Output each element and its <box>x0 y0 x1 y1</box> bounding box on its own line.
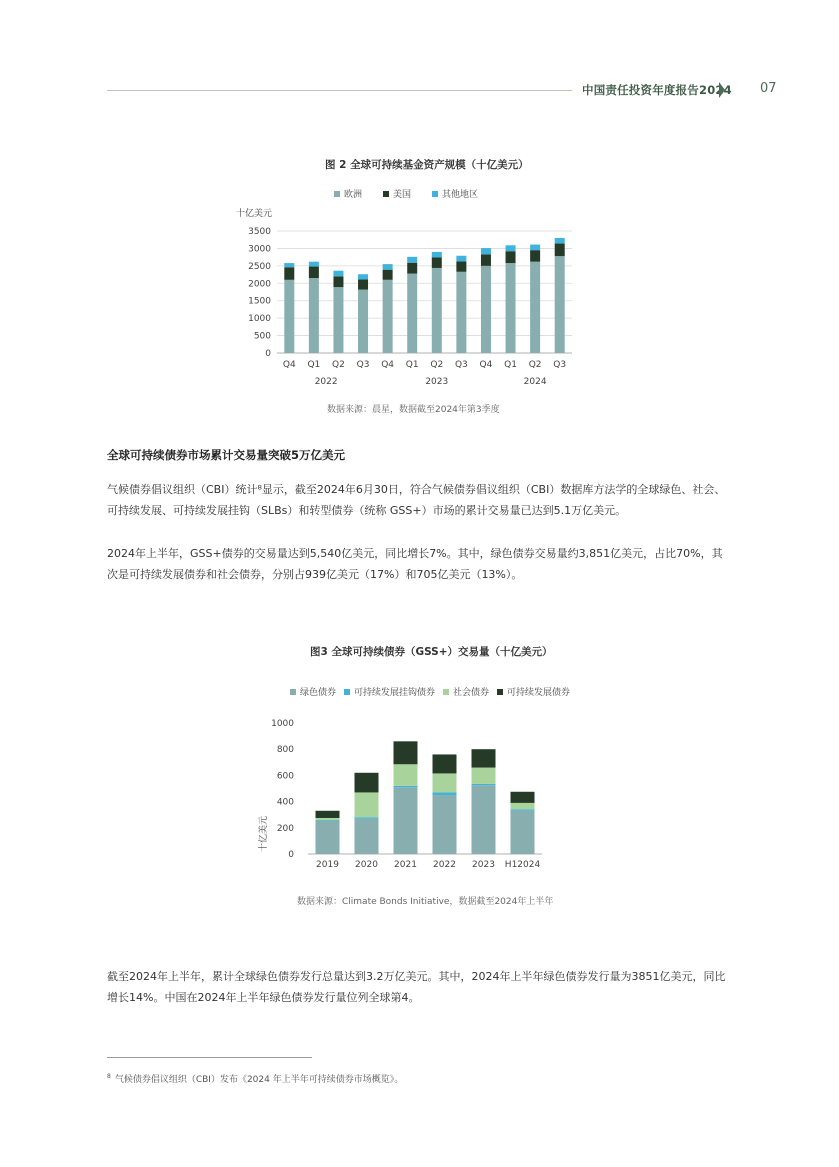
x-tick-label: Q3 <box>454 360 468 370</box>
bar-segment <box>432 268 442 353</box>
y-tick-label: 3000 <box>248 244 271 255</box>
figure3-legend <box>290 685 570 698</box>
legend-label: 美国 <box>393 190 412 200</box>
bar-segment <box>432 252 442 258</box>
bar-segment <box>481 254 491 266</box>
legend-label: 绿色债券 <box>300 688 337 698</box>
y-tick-label: 0 <box>265 349 271 359</box>
bar-segment <box>506 251 516 263</box>
x-tick-label: H12024 <box>504 860 541 870</box>
paragraph: 2024年上半年，GSS+债券的交易量达到5,540亿美元，同比增长7%。其中，绿色债券交易量约3,851亿美元，占比70%，其次是可持续发展债券和社会债券，分别占939亿美元（17%）和705亿美元（13%）。 <box>107 547 723 581</box>
paragraph: 截至2024年上半年，累计全球绿色债券发行总量达到3.2万亿美元。其中，2024年上半年绿色债券发行量为3851亿美元，同比增长14%。中国在2024年上半年绿色债券发行量位列全球第4。 <box>107 970 726 1004</box>
x-tick-label: Q3 <box>553 360 567 370</box>
bar-segment <box>358 290 368 353</box>
y-tick-label: 200 <box>276 823 294 834</box>
bar-segment <box>511 809 535 810</box>
x-tick-label: Q3 <box>356 360 370 370</box>
footnote-marker: 8 <box>107 1073 111 1080</box>
bar-segment <box>472 749 496 767</box>
bar-segment <box>394 741 418 764</box>
bar-segment <box>555 256 565 353</box>
x-tick-label: Q4 <box>282 360 296 370</box>
bar-segment <box>555 244 565 257</box>
y-tick-label: 2500 <box>248 261 271 272</box>
bar-segment <box>506 263 516 353</box>
y-tick-label: 1000 <box>271 719 294 729</box>
bar-segment <box>333 276 343 287</box>
page-number: 07 <box>760 81 777 96</box>
y-tick-label: 1000 <box>248 314 271 325</box>
bar-segment <box>407 274 417 353</box>
bar-segment <box>284 280 294 353</box>
bar-segment <box>481 248 491 254</box>
figure3-title: 图3 全球可持续债券（GSS+）交易量（十亿美元） <box>310 646 553 658</box>
chevron-right-icon <box>719 82 725 98</box>
report-title: 中国责任投资年度报告2024 <box>582 83 732 97</box>
bar-segment <box>309 278 319 353</box>
figure3-source: 数据来源：Climate Bonds Initiative，数据截至2024年上半年 <box>297 897 554 907</box>
bar-segment <box>472 785 496 854</box>
x-tick-label: 2021 <box>394 860 417 870</box>
y-axis-title: 十亿美元 <box>236 209 273 219</box>
y-tick-label: 800 <box>276 745 294 756</box>
x-tick-label: Q1 <box>504 360 517 370</box>
legend-swatch <box>497 689 503 695</box>
bar-segment <box>355 819 379 854</box>
bar-segment <box>432 257 442 267</box>
legend-swatch <box>383 191 389 197</box>
bar-segment <box>433 754 457 773</box>
bar-segment <box>433 792 457 795</box>
legend-swatch <box>443 689 449 695</box>
bar-segment <box>511 803 535 810</box>
bar-segment <box>383 264 393 270</box>
year-label: 2022 <box>314 377 338 387</box>
bar-segment <box>284 263 294 267</box>
bar-segment <box>355 817 379 818</box>
legend-item <box>383 187 411 200</box>
bar-segment <box>316 818 340 820</box>
bar-segment <box>433 773 457 792</box>
figure2-title: 图 2 全球可持续基金资产规模（十亿美元） <box>325 159 529 171</box>
x-tick-label: 2019 <box>316 860 339 870</box>
y-tick-label: 400 <box>276 797 294 808</box>
x-tick-label: Q4 <box>479 360 493 370</box>
header-rule <box>107 90 572 91</box>
year-label: 2023 <box>425 377 449 387</box>
bar-segment <box>511 792 535 803</box>
figure3-chart <box>250 712 550 877</box>
legend-label: 社会债券 <box>453 688 490 698</box>
bar-segment <box>481 266 491 353</box>
y-tick-label: 3500 <box>248 227 271 237</box>
legend-label: 其他地区 <box>442 190 479 200</box>
legend-item <box>443 685 489 698</box>
legend-swatch <box>334 191 340 197</box>
figure2-chart <box>230 203 580 393</box>
bar-segment <box>472 768 496 784</box>
x-tick-label: Q4 <box>381 360 395 370</box>
bar-segment <box>472 784 496 785</box>
legend-swatch <box>344 689 350 695</box>
bar-segment <box>407 263 417 274</box>
legend-label: 可持续发展债券 <box>507 688 571 698</box>
y-tick-label: 500 <box>253 331 271 342</box>
bar-segment <box>456 256 466 262</box>
x-tick-label: 2020 <box>355 860 378 870</box>
year-label: 2024 <box>523 377 547 387</box>
bar-segment <box>309 267 319 279</box>
bar-segment <box>530 245 540 251</box>
legend-item <box>290 685 336 698</box>
legend-item <box>334 187 362 200</box>
footnote <box>107 1072 403 1085</box>
x-tick-label: Q2 <box>430 360 444 370</box>
bar-segment <box>309 262 319 267</box>
bar-segment <box>383 270 393 280</box>
y-axis-title: 十亿美元 <box>259 815 269 853</box>
bar-segment <box>355 792 379 817</box>
legend-item <box>432 187 478 200</box>
bar-segment <box>555 238 565 244</box>
bar-segment <box>394 764 418 786</box>
bar-segment <box>394 786 418 787</box>
bar-segment <box>506 245 516 251</box>
legend-label: 欧洲 <box>344 190 363 200</box>
bar-segment <box>511 811 535 854</box>
bar-segment <box>407 257 417 263</box>
bar-segment <box>333 287 343 353</box>
bar-segment <box>383 280 393 353</box>
bar-segment <box>358 274 368 279</box>
footnote-rule <box>107 1057 312 1058</box>
legend-swatch <box>432 191 438 197</box>
figure2-source: 数据来源：晨星，数据截至2024年第3季度 <box>327 405 500 415</box>
legend-item <box>497 685 570 698</box>
y-tick-label: 2000 <box>248 279 271 290</box>
bar-segment <box>355 773 379 793</box>
bar-segment <box>316 811 340 818</box>
footnote-text: 气候债券倡议组织（CBI）发布《2024 年上半年可持续债券市场概览》。 <box>114 1075 404 1085</box>
bar-segment <box>394 787 418 854</box>
x-tick-label: Q2 <box>332 360 345 370</box>
bar-segment <box>530 262 540 353</box>
legend-item <box>344 685 435 698</box>
bar-segment <box>456 272 466 353</box>
bar-segment <box>333 271 343 277</box>
figure2-legend <box>334 187 478 200</box>
paragraph: 气候债券倡议组织（CBI）统计⁸显示，截至2024年6月30日，符合气候债券倡议组织（CBI）数据库方法学的全球绿色、社会、可持续发展、可持续发展挂钩（SLBs）和转型债券（统称 GSS+）市场的累计交易量已达到5.1万亿美元。 <box>107 483 726 517</box>
y-tick-label: 1500 <box>248 296 271 307</box>
bar-segment <box>316 820 340 821</box>
bar-segment <box>530 250 540 262</box>
x-tick-label: Q2 <box>528 360 542 370</box>
bar-segment <box>284 267 294 280</box>
bar-segment <box>316 821 340 854</box>
x-tick-label: 2023 <box>472 860 495 870</box>
x-tick-label: Q1 <box>405 360 419 370</box>
y-tick-label: 0 <box>288 850 294 860</box>
legend-label: 可持续发展挂钩债券 <box>354 688 436 698</box>
x-tick-label: 2022 <box>433 860 456 870</box>
bar-segment <box>358 279 368 289</box>
section-heading: 全球可持续债券市场累计交易量突破5万亿美元 <box>107 448 345 462</box>
bar-segment <box>433 795 457 854</box>
x-tick-label: Q1 <box>307 360 321 370</box>
y-tick-label: 600 <box>276 771 294 782</box>
legend-swatch <box>290 689 296 695</box>
bar-segment <box>456 261 466 271</box>
